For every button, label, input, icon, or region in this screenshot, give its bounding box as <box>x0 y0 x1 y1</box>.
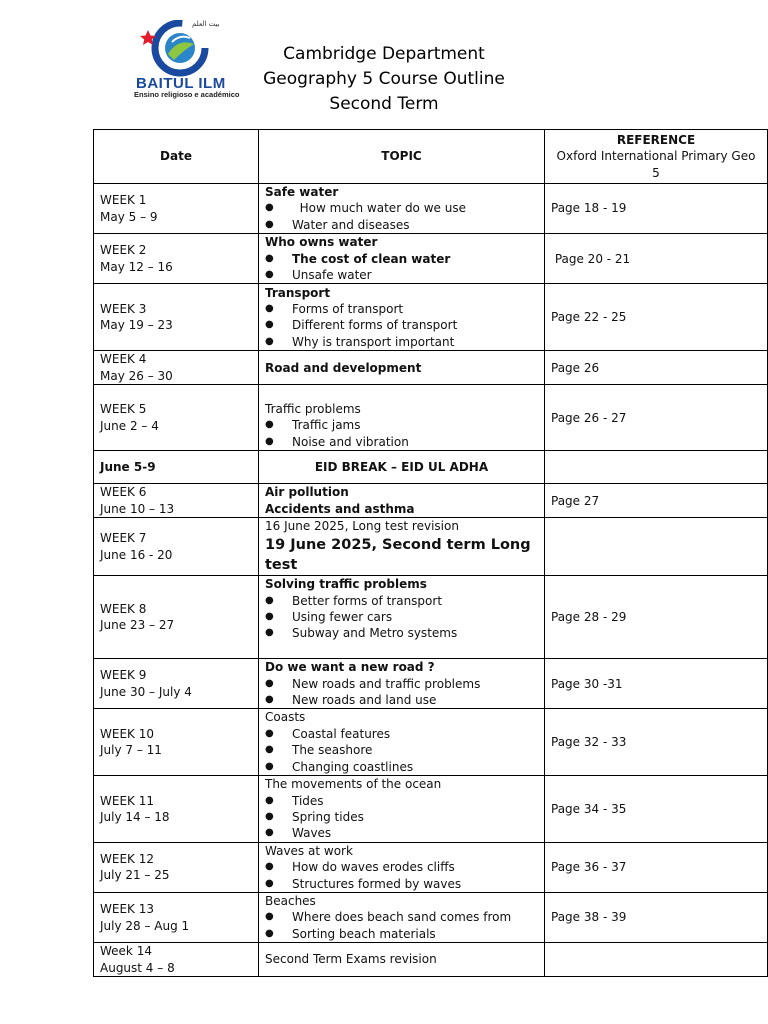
reference-cell: Page 38 - 39 <box>545 892 768 942</box>
reference-cell <box>545 943 768 977</box>
table-row <box>94 484 768 518</box>
long-test-notice: 19 June 2025, Second term Long test <box>265 536 531 573</box>
list-item: ● New roads and traffic problems <box>265 676 538 692</box>
week-label: WEEK 3 <box>100 302 147 317</box>
topic-title: Transport <box>265 285 331 300</box>
date-cell <box>94 842 259 892</box>
document-heading <box>230 42 538 117</box>
topic-title: Coasts <box>265 710 306 725</box>
revision-note: 16 June 2025, Long test revision <box>265 519 459 534</box>
topic-cell <box>259 892 545 942</box>
list-item: ● Where does beach sand comes from <box>265 909 538 925</box>
date-cell <box>94 184 259 234</box>
reference-cell <box>545 451 768 484</box>
list-item: ● Sorting beach materials <box>265 926 538 942</box>
topic-cell <box>259 385 545 451</box>
topic-title: Second Term Exams revision <box>265 952 437 967</box>
topic-list <box>265 301 538 350</box>
logo-arabic-text: بيت العلم <box>192 20 220 28</box>
week-dates: May 12 – 16 <box>100 259 173 274</box>
date-cell <box>94 484 259 518</box>
topic-cell: EID BREAK – EID UL ADHA <box>259 451 545 484</box>
week-dates: July 28 – Aug 1 <box>100 918 190 933</box>
list-item: ● Structures formed by waves <box>265 876 538 892</box>
topic-list <box>265 676 538 709</box>
week-label: WEEK 9 <box>100 668 147 683</box>
topic-title-secondary: Accidents and asthma <box>265 501 415 516</box>
list-item: ● Using fewer cars <box>265 609 538 625</box>
week-label: WEEK 12 <box>100 851 154 866</box>
week-label: WEEK 2 <box>100 243 147 258</box>
table-row <box>94 576 768 659</box>
topic-cell <box>259 576 545 659</box>
topic-list <box>265 793 538 842</box>
list-item: ● Forms of transport <box>265 301 538 317</box>
heading-term: Second Term <box>329 94 439 114</box>
reference-cell: Page 20 - 21 <box>545 234 768 284</box>
topic-cell <box>259 234 545 284</box>
week-dates: June 23 – 27 <box>100 618 175 633</box>
list-item: ● Waves <box>265 825 538 841</box>
course-outline-table <box>93 129 768 977</box>
reference-cell: Page 26 - 27 <box>545 385 768 451</box>
list-item: ● Unsafe water <box>265 267 538 283</box>
topic-cell <box>259 842 545 892</box>
week-label: WEEK 13 <box>100 902 154 917</box>
topic-list <box>265 200 538 233</box>
date-cell <box>94 709 259 776</box>
table-row <box>94 709 768 776</box>
week-label: WEEK 5 <box>100 402 147 417</box>
topic-list <box>265 909 538 942</box>
week-dates: May 26 – 30 <box>100 368 173 383</box>
reference-cell <box>545 518 768 576</box>
topic-title: Road and development <box>265 360 422 375</box>
list-item: ● Spring tides <box>265 809 538 825</box>
reference-cell: Page 32 - 33 <box>545 709 768 776</box>
date-cell <box>94 284 259 351</box>
reference-cell: Page 36 - 37 <box>545 842 768 892</box>
reference-cell: Page 22 - 25 <box>545 284 768 351</box>
week-dates: May 5 – 9 <box>100 209 158 224</box>
topic-cell <box>259 484 545 518</box>
reference-cell: Page 26 <box>545 351 768 385</box>
logo-name: BAITUL ILM <box>136 75 226 92</box>
header-reference-label: REFERENCE <box>616 132 696 147</box>
table-row <box>94 842 768 892</box>
topic-cell <box>259 284 545 351</box>
topic-list <box>265 593 538 642</box>
table-row <box>94 892 768 942</box>
week-label: WEEK 4 <box>100 352 147 367</box>
topic-list <box>265 417 538 450</box>
date-cell <box>94 776 259 843</box>
topic-cell <box>259 709 545 776</box>
logo-tagline: Ensino religioso e académico <box>134 90 240 99</box>
topic-cell <box>259 518 545 576</box>
week-label: WEEK 1 <box>100 193 147 208</box>
week-label: WEEK 8 <box>100 601 147 616</box>
week-dates: August 4 – 8 <box>100 960 175 975</box>
table-row <box>94 234 768 284</box>
topic-title: Who owns water <box>265 235 378 250</box>
date-cell: June 5-9 <box>94 451 259 484</box>
week-dates: July 14 – 18 <box>100 809 170 824</box>
table-row <box>94 351 768 385</box>
list-item: ● Traffic jams <box>265 417 538 433</box>
topic-title: Air pollution <box>265 485 349 500</box>
heading-course: Geography 5 Course Outline <box>263 69 505 89</box>
week-label: WEEK 6 <box>100 485 147 500</box>
reference-cell: Page 27 <box>545 484 768 518</box>
topic-cell <box>259 184 545 234</box>
header-topic: TOPIC <box>259 130 545 184</box>
list-item: ● Coastal features <box>265 726 538 742</box>
date-cell <box>94 234 259 284</box>
table-row <box>94 943 768 977</box>
week-label: Week 14 <box>100 944 152 959</box>
table-header-row <box>94 130 768 184</box>
week-dates: June 10 – 13 <box>100 501 175 516</box>
date-cell <box>94 351 259 385</box>
header-date: Date <box>94 130 259 184</box>
topic-cell <box>259 351 545 385</box>
topic-list <box>265 726 538 775</box>
week-dates: June 2 – 4 <box>100 418 159 433</box>
date-cell <box>94 385 259 451</box>
topic-title: The movements of the ocean <box>265 777 442 792</box>
topic-title: Beaches <box>265 893 316 908</box>
week-label: WEEK 11 <box>100 793 154 808</box>
table-row <box>94 776 768 843</box>
table-row <box>94 518 768 576</box>
list-item: ● Why is transport important <box>265 334 538 350</box>
list-item: ● Water and diseases <box>265 217 538 233</box>
list-item: ● How much water do we use <box>265 200 538 216</box>
week-dates: June 16 - 20 <box>100 547 173 562</box>
list-item: ● How do waves erodes cliffs <box>265 859 538 875</box>
list-item: ● Different forms of transport <box>265 317 538 333</box>
list-item: ● Subway and Metro systems <box>265 625 538 641</box>
reference-cell: Page 34 - 35 <box>545 776 768 843</box>
logo-emblem-icon <box>134 20 240 78</box>
list-item: ● The seashore <box>265 742 538 758</box>
list-item: ● Changing coastlines <box>265 759 538 775</box>
header-reference <box>545 130 768 184</box>
topic-title: Do we want a new road ? <box>265 660 435 675</box>
school-logo <box>134 20 240 100</box>
topic-cell <box>259 776 545 843</box>
topic-title: Traffic problems <box>265 402 361 417</box>
table-row <box>94 659 768 709</box>
list-item: ● Better forms of transport <box>265 593 538 609</box>
week-label: WEEK 10 <box>100 726 154 741</box>
week-label: WEEK 7 <box>100 531 147 546</box>
topic-cell <box>259 943 545 977</box>
topic-list <box>265 859 538 892</box>
topic-cell <box>259 659 545 709</box>
topic-title: Solving traffic problems <box>265 577 427 592</box>
week-dates: May 19 – 23 <box>100 318 173 333</box>
table-row <box>94 284 768 351</box>
reference-cell: Page 28 - 29 <box>545 576 768 659</box>
list-item: ● Tides <box>265 793 538 809</box>
heading-department: Cambridge Department <box>283 44 485 64</box>
list-item: ● The cost of clean water <box>265 251 538 267</box>
list-item: ● Noise and vibration <box>265 434 538 450</box>
table-row <box>94 451 768 484</box>
list-item: ● New roads and land use <box>265 692 538 708</box>
topic-list <box>265 251 538 284</box>
week-dates: July 21 – 25 <box>100 868 170 883</box>
date-cell <box>94 659 259 709</box>
date-cell <box>94 892 259 942</box>
date-cell <box>94 518 259 576</box>
reference-cell: Page 18 - 19 <box>545 184 768 234</box>
week-dates: June 30 – July 4 <box>100 684 192 699</box>
week-dates: July 7 – 11 <box>100 743 162 758</box>
topic-title: Waves at work <box>265 843 353 858</box>
topic-title: Safe water <box>265 185 339 199</box>
header-reference-source: Oxford International Primary Geo 5 <box>556 149 756 180</box>
date-cell <box>94 576 259 659</box>
reference-cell: Page 30 -31 <box>545 659 768 709</box>
table-row <box>94 184 768 234</box>
date-cell <box>94 943 259 977</box>
table-row <box>94 385 768 451</box>
